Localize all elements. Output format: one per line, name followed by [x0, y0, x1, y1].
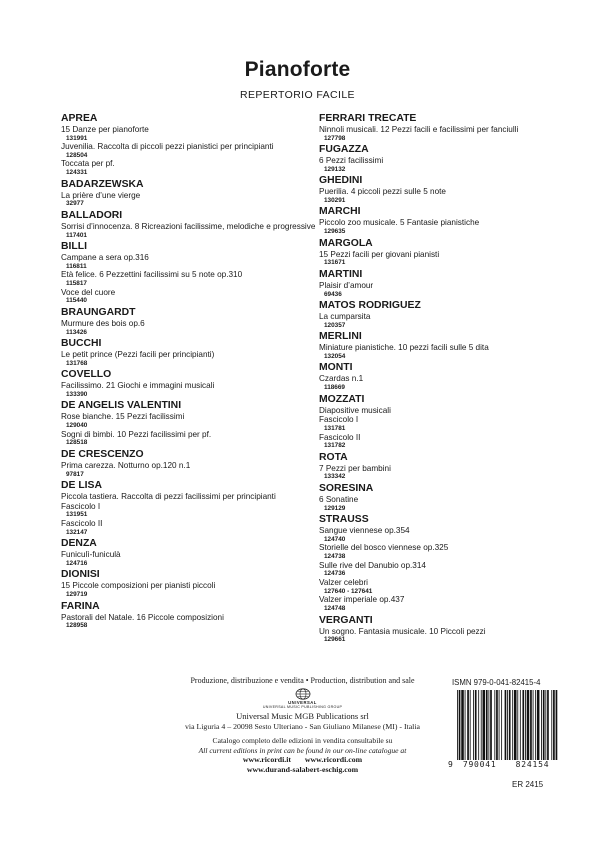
composer-name: MONTI [319, 362, 353, 374]
catalog-code: 127640 - 127641 [324, 587, 373, 595]
composer-name: DE ANGELIS VALENTINI [61, 400, 182, 412]
barcode-bar [556, 690, 558, 760]
composer-name: STRAUSS [319, 514, 369, 526]
logo-brand-text: UNIVERSAL [288, 700, 317, 705]
work-title: Pastorali del Natale. 16 Piccole composizioni [61, 612, 224, 622]
work-title: 15 Pezzi facili per giovani pianisti [319, 249, 440, 259]
barcode-bar [459, 690, 461, 760]
catalog-code: 116811 [66, 262, 87, 270]
website-links [160, 755, 445, 765]
work-title: Fascicolo II [319, 432, 361, 442]
work-title: Diapositive musicali [319, 405, 391, 415]
work-title: Sogni di bimbi. 10 Pezzi facilissimi per pf. [61, 429, 212, 439]
catalog-column-left [61, 111, 316, 631]
barcode-bar [547, 690, 549, 760]
edition-code: ER 2415 [512, 780, 544, 789]
composer-entry [319, 144, 569, 173]
ismn-number: ISMN 979-0-041-82415-4 [452, 678, 541, 687]
composer-name: BRAUNGARDT [61, 306, 136, 318]
barcode-bar [522, 690, 524, 760]
barcode-bars [448, 690, 558, 762]
barcode-bar [494, 690, 495, 760]
catalog-code: 132147 [66, 528, 88, 536]
composer-entry [61, 338, 307, 367]
distribution-notice: Produzione, distribuzione e vendita • Production, distribution and sale [190, 676, 415, 685]
catalog-code: 129661 [324, 636, 346, 644]
catalog-code: 131951 [66, 511, 88, 519]
composer-name: FARINA [61, 600, 100, 612]
catalog-code: 97817 [66, 470, 84, 478]
work-title: Piccolo zoo musicale. 5 Fantasie pianistiche [319, 218, 480, 228]
work-title: Czardas n.1 [319, 374, 364, 384]
catalog-code: 69436 [324, 290, 342, 298]
barcode-bar [514, 690, 517, 760]
composer-entry [319, 452, 569, 481]
work-title: Fascicolo II [61, 519, 103, 529]
barcode-bar [483, 690, 486, 760]
barcode-digits [448, 760, 560, 769]
catalog-column-right [319, 111, 569, 645]
barcode-bar [520, 690, 521, 760]
catalog-code: 128504 [66, 151, 88, 159]
composer-name: DE CRESCENZO [61, 448, 144, 460]
catalog-code: 131782 [324, 442, 346, 450]
work-title: Sorrisi d’innocenza. 8 Ricreazioni facilissime, melodiche e progressive [61, 221, 316, 231]
composer-entry [61, 209, 316, 239]
catalog-notice-it: Catalogo completo delle edizioni in vendita consultabile su [212, 736, 393, 746]
composer-name: APREA [61, 112, 98, 124]
work-title: 7 Pezzi per bambini [319, 463, 391, 473]
barcode-bar [509, 690, 511, 760]
catalog-code: 129635 [324, 228, 346, 236]
work-title: Murmure des bois op.6 [61, 318, 145, 328]
catalog-code: 129719 [66, 591, 88, 599]
work-title: Sangue viennese op.354 [319, 526, 410, 536]
barcode-bar [505, 690, 507, 760]
catalog-code: 128958 [66, 622, 88, 630]
work-title: 6 Pezzi facilissimi [319, 156, 384, 166]
barcode-bar [507, 690, 508, 760]
composer-entry [319, 269, 569, 298]
catalog-code: 118669 [324, 384, 345, 392]
composer-entry [319, 206, 569, 235]
composer-entry [319, 238, 569, 267]
catalog-code: 128518 [66, 439, 88, 447]
globe-icon [295, 688, 311, 700]
composer-name: DIONISI [61, 569, 100, 581]
work-title: Piccola tastiera. Raccolta di pezzi facilissimi per principianti [61, 492, 276, 502]
catalog-code: 133390 [66, 390, 88, 398]
work-title: Valzer celebri [319, 578, 368, 588]
composer-entry [319, 175, 569, 204]
catalog-code: 129040 [66, 422, 88, 430]
catalog-code: 129132 [324, 165, 346, 173]
catalog-code: 124738 [324, 553, 346, 561]
barcode-bar [543, 690, 545, 760]
barcode-bar [473, 690, 474, 760]
work-title: 15 Danze per pianoforte [61, 124, 149, 134]
composer-entry [61, 369, 307, 398]
barcode-bar [488, 690, 489, 760]
work-title: Un sogno. Fantasia musicale. 10 Piccoli pezzi [319, 626, 486, 636]
barcode-bar [551, 690, 552, 760]
catalog-code: 131781 [324, 424, 346, 432]
composer-name: ROTA [319, 451, 348, 463]
catalog-code: 133342 [324, 473, 346, 481]
barcode-bar [470, 690, 471, 760]
catalog-code: 124331 [66, 169, 88, 177]
composer-name: MARGOLA [319, 237, 373, 249]
link-ricordi-com[interactable]: www.ricordi.com [304, 755, 363, 765]
composer-entry [61, 400, 307, 447]
composer-name: MATOS RODRIGUEZ [319, 300, 421, 312]
work-title: Sulle rive del Danubio op.314 [319, 560, 426, 570]
barcode-bar [535, 690, 536, 760]
barcode-bar [545, 690, 546, 760]
composer-name: FERRARI TRECATE [319, 112, 417, 124]
catalog-code: 113426 [66, 328, 87, 336]
composer-entry [61, 601, 307, 630]
composer-name: GHEDINI [319, 175, 363, 187]
catalog-code: 32977 [66, 200, 84, 208]
catalog-code: 124740 [324, 535, 346, 543]
barcode-bar [527, 690, 530, 760]
composer-entry [319, 483, 569, 512]
barcode-digit-group-right: 824154 [515, 760, 550, 769]
catalog-code: 132054 [324, 352, 346, 360]
composer-entry [61, 569, 307, 598]
composer-name: MERLINI [319, 331, 362, 343]
composer-name: BILLI [61, 241, 87, 253]
barcode-bar [541, 690, 542, 760]
universal-logo [263, 688, 343, 709]
work-title: Miniature pianistiche. 10 pezzi facili sulle 5 dita [319, 343, 489, 353]
barcode-bar [475, 690, 477, 760]
publisher-footer [160, 676, 445, 775]
composer-name: FUGAZZA [319, 144, 369, 156]
catalog-code: 120357 [324, 321, 346, 329]
composer-entry [61, 241, 307, 305]
barcode [448, 690, 558, 762]
barcode-bar [490, 690, 492, 760]
barcode-bar [501, 690, 502, 760]
composer-entry [319, 362, 569, 391]
composer-name: BALLADORI [61, 209, 123, 221]
work-title: La cumparsita [319, 312, 371, 322]
barcode-bar [461, 690, 464, 760]
barcode-digit-group-left: 790041 [462, 760, 497, 769]
work-title: Rose bianche. 15 Pezzi facilissimi [61, 412, 185, 422]
catalog-code: 124748 [324, 605, 346, 613]
catalog-code: 130291 [324, 196, 346, 204]
work-title: 15 Piccole composizioni per pianisti piccoli [61, 581, 216, 591]
barcode-bar [537, 690, 540, 760]
barcode-bar [525, 690, 526, 760]
composer-name: MARTINI [319, 268, 363, 280]
work-title: Fascicolo I [319, 415, 359, 425]
work-title: Le petit prince (Pezzi facili per principianti) [61, 350, 215, 360]
composer-name: MOZZATI [319, 393, 365, 405]
work-title: Ninnoli musicali. 12 Pezzi facili e facilissimi per fanciulli [319, 124, 519, 134]
logo-sub-text: UNIVERSAL MUSIC PUBLISHING GROUP [262, 705, 343, 709]
composer-name: VERGANTI [319, 614, 373, 626]
work-title: Puerilia. 4 piccoli pezzi sulle 5 note [319, 187, 446, 197]
work-title: La prière d’une vierge [61, 190, 141, 200]
composer-entry [319, 300, 569, 329]
barcode-bar [467, 690, 469, 760]
composer-entry [61, 538, 307, 567]
barcode-bar [533, 690, 534, 760]
catalog-code: 115440 [66, 297, 87, 305]
composer-entry [61, 113, 307, 177]
composer-entry [319, 113, 569, 142]
catalog-code: 117401 [66, 231, 87, 239]
page-subtitle: REPERTORIO FACILE [240, 89, 355, 101]
composer-entry [61, 480, 307, 536]
work-title: Campane a sera op.316 [61, 253, 149, 263]
catalog-code: 129129 [324, 504, 346, 512]
link-ricordi-it[interactable]: www.ricordi.it [242, 755, 291, 765]
link-durand-salabert-eschig[interactable]: www.durand-salabert-eschig.com [246, 765, 359, 775]
barcode-bar [499, 690, 500, 760]
work-title: Funiculì-funiculà [61, 550, 121, 560]
company-name: Universal Music MGB Publications srl [236, 711, 369, 722]
barcode-bar [481, 690, 482, 760]
work-title: Facilissimo. 21 Giochi e immagini musicali [61, 381, 215, 391]
work-title: Plaisir d’amour [319, 280, 374, 290]
barcode-bar [465, 690, 466, 760]
composer-name: BADARZEWSKA [61, 178, 144, 190]
work-title: Fascicolo I [61, 501, 101, 511]
work-title: Storielle del bosco viennese op.325 [319, 543, 449, 553]
catalog-code: 124716 [66, 559, 88, 567]
composer-name: SORESINA [319, 482, 374, 494]
catalog-notice-en: All current editions in print can be found in our on-line catalogue at [198, 745, 407, 755]
composer-name: DENZA [61, 538, 97, 550]
barcode-bar [553, 690, 555, 760]
composer-name: COVELLO [61, 369, 112, 381]
work-title: 6 Sonatine [319, 494, 359, 504]
catalog-code: 131768 [66, 359, 88, 367]
barcode-bar [517, 690, 518, 760]
catalog-code: 124736 [324, 570, 346, 578]
catalog-code: 127798 [324, 134, 346, 142]
work-title: Voce del cuore [61, 287, 116, 297]
catalog-code: 131671 [324, 259, 346, 267]
page-title: Pianoforte [244, 58, 351, 81]
composer-entry [319, 394, 569, 450]
catalog-code: 115817 [66, 280, 87, 288]
barcode-bar [530, 690, 532, 760]
composer-name: MARCHI [319, 206, 361, 218]
barcode-bar [486, 690, 488, 760]
work-title: Valzer imperiale op.437 [319, 595, 405, 605]
barcode-bar [496, 690, 498, 760]
barcode-bar [457, 690, 458, 760]
work-title: Juvenilia. Raccolta di piccoli pezzi pianistici per principianti [61, 142, 274, 152]
barcode-bar [478, 690, 479, 760]
catalog-code: 131991 [66, 134, 88, 142]
barcode-digit-lead: 9 [448, 760, 453, 769]
composer-entry [319, 514, 569, 612]
work-title: Toccata per pf. [61, 159, 115, 169]
composer-entry [319, 331, 569, 360]
composer-name: DE LISA [61, 480, 102, 492]
composer-entry [61, 307, 307, 336]
barcode-bar [512, 690, 513, 760]
composer-entry [61, 449, 307, 478]
work-title: Età felice. 6 Pezzettini facilissimi su 5 note op.310 [61, 270, 243, 280]
work-title: Prima carezza. Notturno op.120 n.1 [61, 460, 191, 470]
composer-entry [319, 615, 569, 644]
composer-name: BUCCHI [61, 338, 102, 350]
company-address: via Liguria 4 – 20098 Sesto Ulteriano - San Giuliano Milanese (MI) - Italia [185, 722, 420, 732]
composer-entry [61, 179, 307, 208]
